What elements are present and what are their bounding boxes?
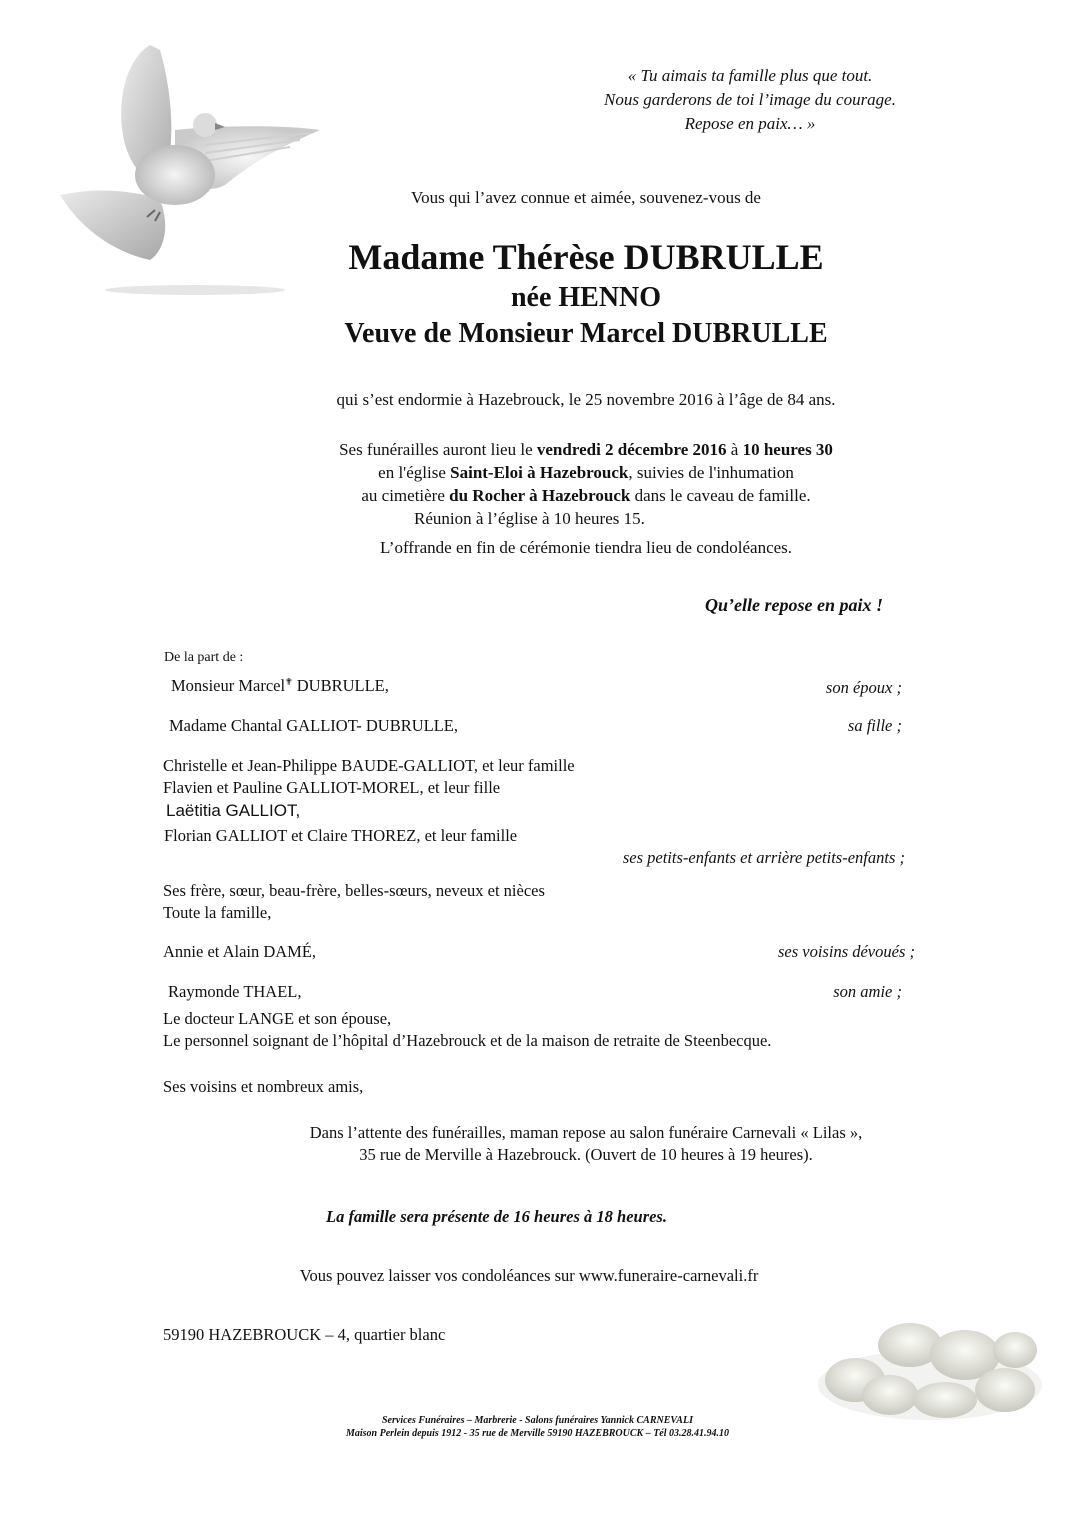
neighbours-relation: ses voisins dévoués ; xyxy=(777,942,915,961)
rest-in-peace: Qu’elle repose en paix ! xyxy=(705,595,883,615)
funeral-line-5: L’offrande en fin de cérémonie tiendra lieu de condoléances. xyxy=(379,538,793,557)
grandchildren-2: Flavien et Pauline GALLIOT-MOREL, et leur fille xyxy=(163,778,501,797)
friends: Ses voisins et nombreux amis, xyxy=(163,1077,364,1096)
grandchildren-relation: ses petits-enfants et arrière petits-enfants ; xyxy=(622,848,905,867)
footer xyxy=(0,1414,1075,1440)
grandchildren-1: Christelle et Jean-Philippe BAUDE-GALLIOT, et leur famille xyxy=(163,756,575,775)
grandchildren-3: Laëtitia GALLIOT, xyxy=(166,801,301,820)
funeral-line-4: Réunion à l’église à 10 heures 15. xyxy=(414,509,645,528)
viewing-line-1: Dans l’attente des funérailles, maman repose au salon funéraire Carnevali « Lilas », xyxy=(309,1123,863,1142)
address: 59190 HAZEBROUCK – 4, quartier blanc xyxy=(163,1325,446,1344)
viewing-line-2: 35 rue de Merville à Hazebrouck. (Ouvert de 10 heures à 19 heures). xyxy=(359,1145,813,1164)
deceased-widow-of: Veuve de Monsieur Marcel DUBRULLE xyxy=(344,318,828,349)
doctor: Le docteur LANGE et son épouse, xyxy=(163,1009,392,1028)
epigraph-line-2: Nous garderons de toi l’image du courage. xyxy=(604,90,896,109)
footer-line-2: Maison Perlein depuis 1912 - 35 rue de Merville 59190 HAZEBROUCK – Tél 03.28.41.94.10 xyxy=(345,1428,730,1439)
care-staff: Le personnel soignant de l’hôpital d’Hazebrouck et de la maison de retraite de Steenbecque. xyxy=(163,1031,772,1050)
epigraph xyxy=(560,64,940,136)
siblings: Ses frère, sœur, beau-frère, belles-sœurs, neveux et nièces xyxy=(163,881,545,900)
epigraph-line-1: « Tu aimais ta famille plus que tout. xyxy=(627,66,873,85)
daughter-relation: sa fille ; xyxy=(847,716,902,735)
condolences-text: Vous pouvez laisser vos condoléances sur www.funeraire-carnevali.fr xyxy=(299,1266,759,1285)
neighbours-name: Annie et Alain DAMÉ, xyxy=(163,942,317,961)
funeral-line-2: en l'église Saint-Eloi à Hazebrouck, suivies de l'inhumation xyxy=(378,463,794,482)
spouse-name: Monsieur Marcel✟ DUBRULLE, xyxy=(171,676,389,695)
funeral-line-1: Ses funérailles auront lieu le vendredi 2 décembre 2016 à 10 heures 30 xyxy=(339,440,833,459)
death-notice: qui s’est endormie à Hazebrouck, le 25 novembre 2016 à l’âge de 84 ans. xyxy=(336,390,836,409)
funeral-line-3: au cimetière du Rocher à Hazebrouck dans le caveau de famille. xyxy=(361,486,811,505)
spouse-relation: son époux ; xyxy=(825,678,902,697)
epigraph-line-3: Repose en paix… » xyxy=(684,114,816,133)
from-label: De la part de : xyxy=(164,650,244,665)
deceased-name: Madame Thérèse DUBRULLE xyxy=(348,237,824,277)
friend-relation: son amie ; xyxy=(833,982,902,1001)
intro-text: Vous qui l’avez connue et aimée, souvenez-vous de xyxy=(411,188,761,207)
deceased-maiden-name: née HENNO xyxy=(510,282,662,313)
grandchildren-4: Florian GALLIOT et Claire THOREZ, et leur famille xyxy=(164,826,518,845)
family-present: La famille sera présente de 16 heures à 18 heures. xyxy=(326,1207,667,1226)
all-family: Toute la famille, xyxy=(163,903,272,922)
footer-line-1: Services Funéraires – Marbrerie - Salons funéraires Yannick CARNEVALI xyxy=(382,1415,693,1426)
friend-name: Raymonde THAEL, xyxy=(168,982,302,1001)
petals-image xyxy=(815,1315,1045,1425)
daughter-name: Madame Chantal GALLIOT- DUBRULLE, xyxy=(169,716,458,735)
